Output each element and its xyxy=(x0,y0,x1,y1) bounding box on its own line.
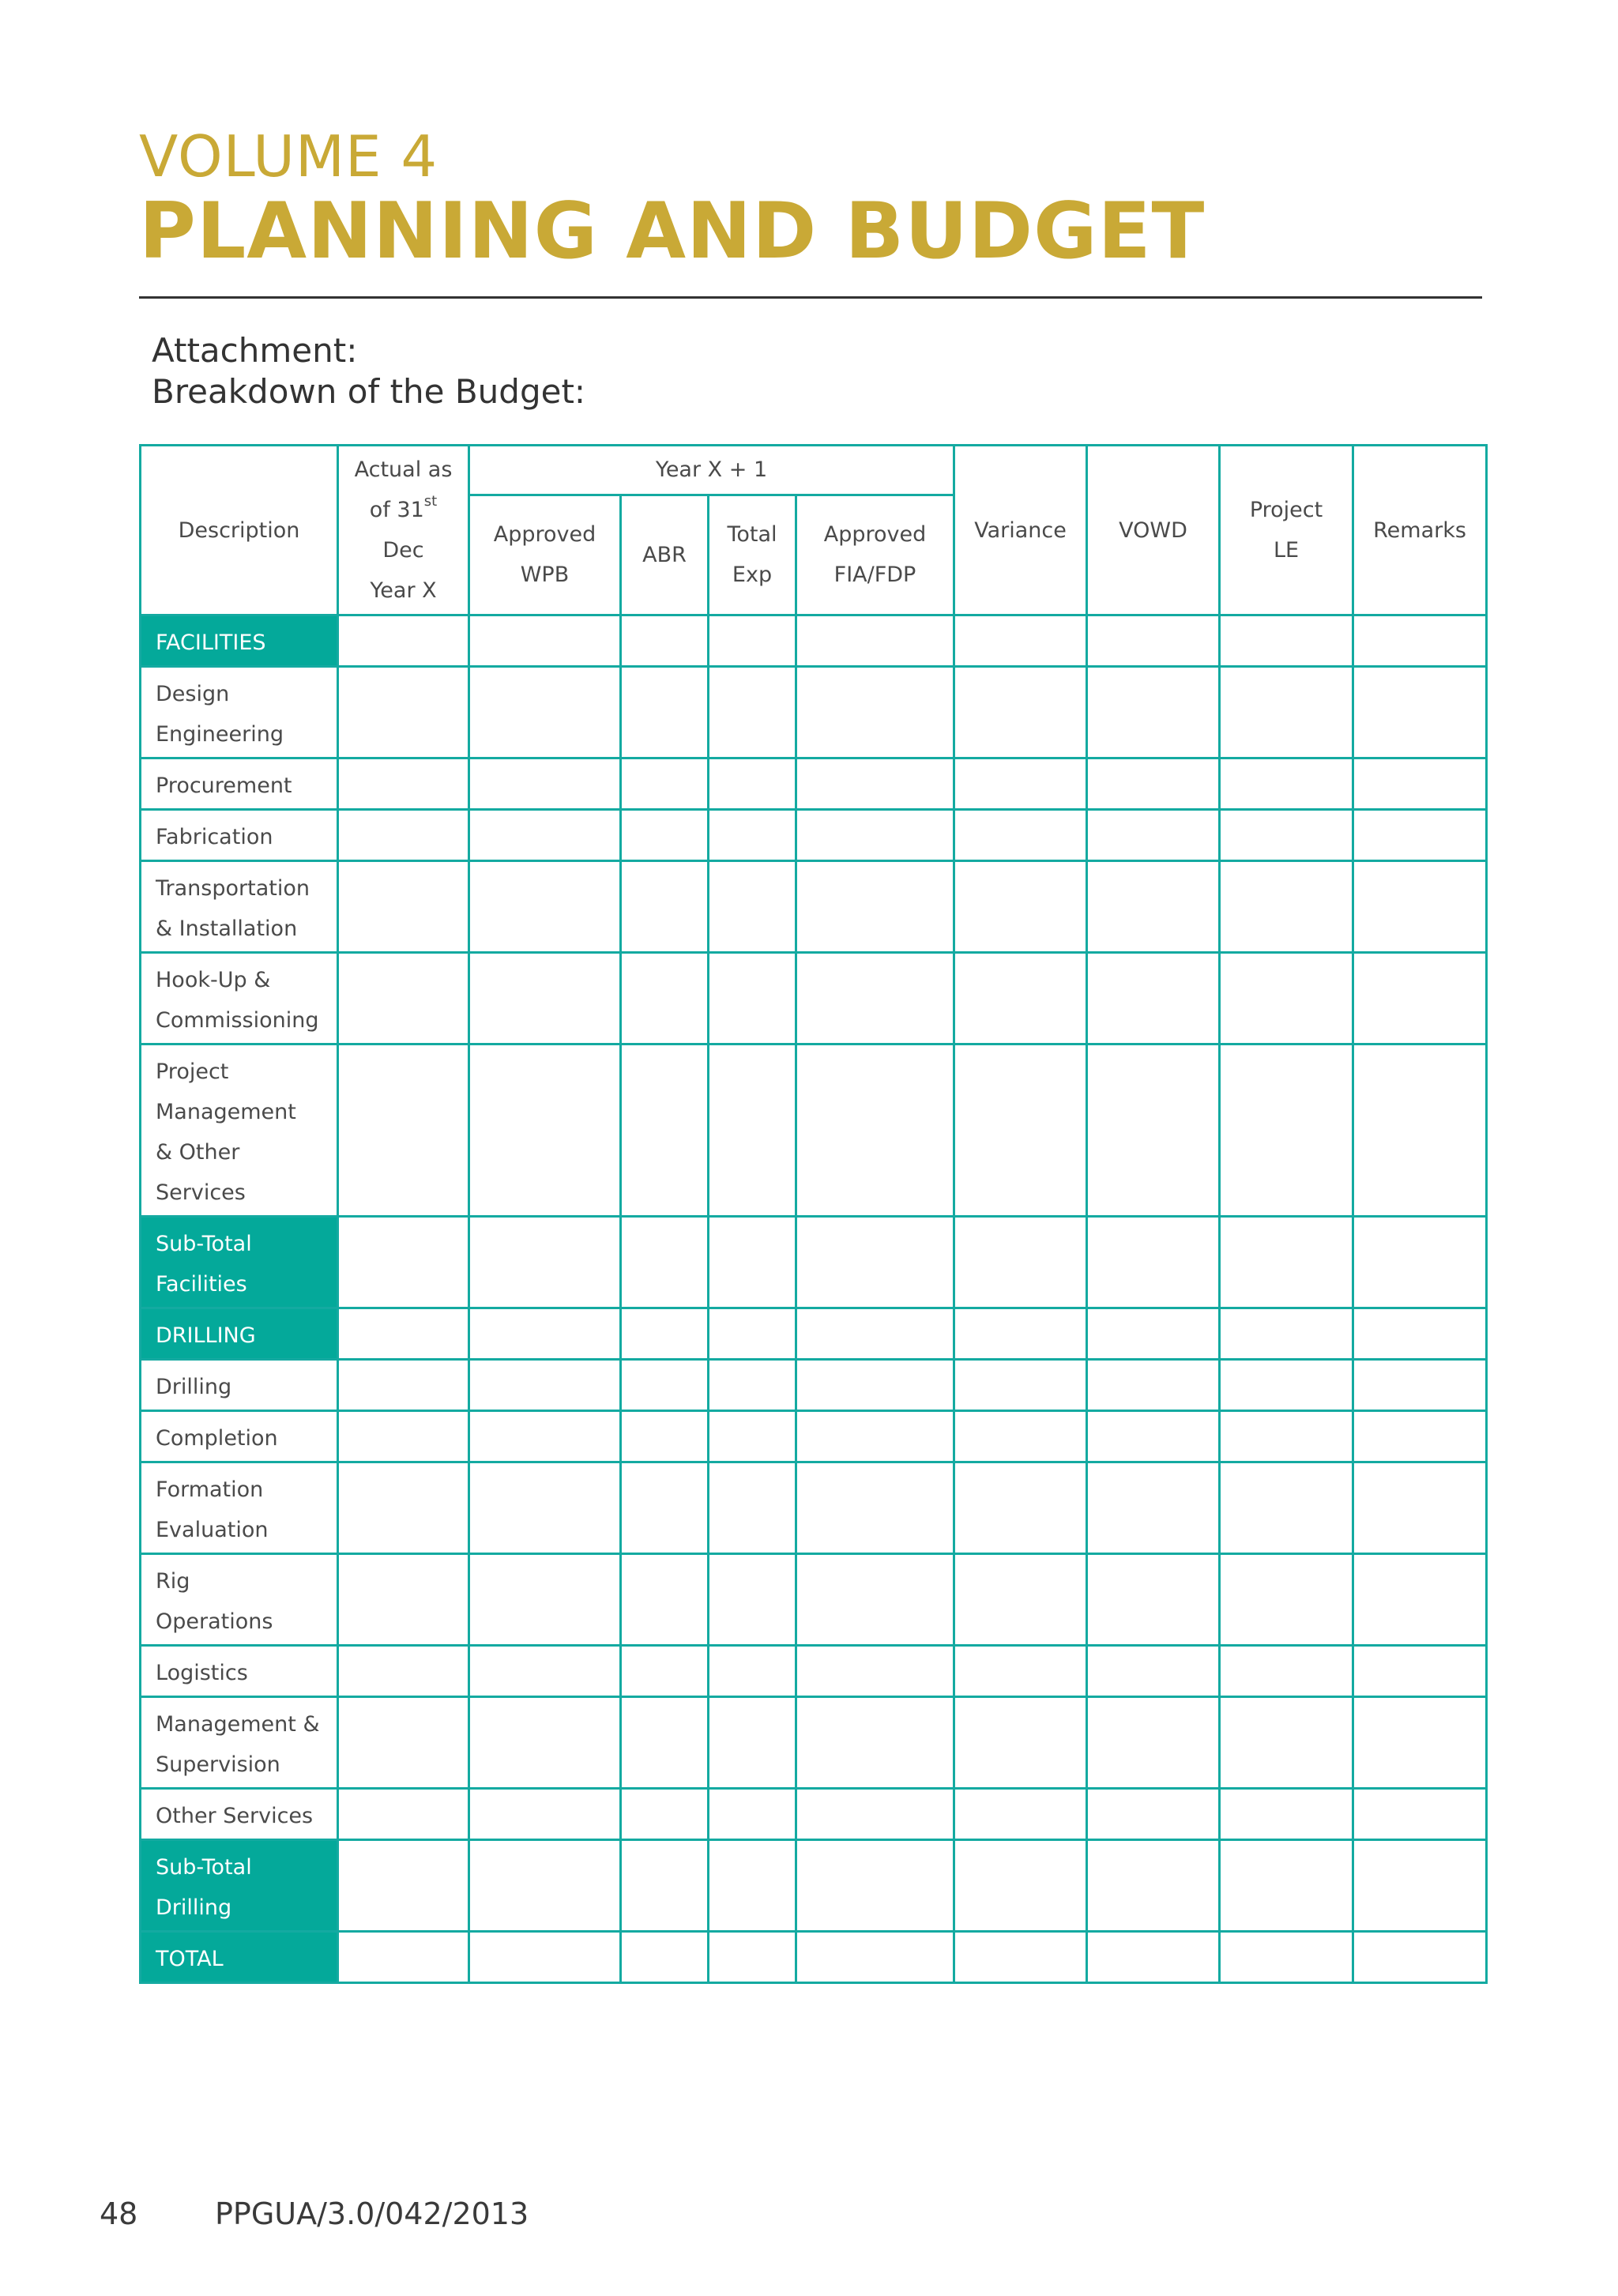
empty-cell xyxy=(954,1308,1087,1360)
empty-cell xyxy=(1220,1411,1353,1462)
empty-cell xyxy=(1220,1697,1353,1789)
row-label-line: DRILLING xyxy=(156,1323,256,1348)
empty-cell xyxy=(338,1840,469,1932)
empty-cell xyxy=(1353,861,1487,953)
empty-cell xyxy=(469,1840,621,1932)
empty-cell xyxy=(796,1044,954,1217)
column-group-year-x-plus-1: Year X + 1 xyxy=(469,446,954,495)
empty-cell xyxy=(469,1697,621,1789)
attachment-subtitle: Breakdown of the Budget: xyxy=(152,372,586,411)
table-row xyxy=(141,1840,1487,1932)
empty-cell xyxy=(1087,758,1220,810)
empty-cell xyxy=(338,953,469,1044)
empty-cell xyxy=(954,1360,1087,1411)
row-label-cell xyxy=(141,810,338,861)
empty-cell xyxy=(1087,1044,1220,1217)
empty-cell xyxy=(709,1217,796,1308)
empty-cell xyxy=(1220,1044,1353,1217)
empty-cell xyxy=(796,1217,954,1308)
empty-cell xyxy=(709,1932,796,1983)
table-row xyxy=(141,1411,1487,1462)
row-label-line: Fabrication xyxy=(156,825,273,849)
empty-cell xyxy=(1087,1697,1220,1789)
empty-cell xyxy=(469,1646,621,1697)
row-label-line: Transportation xyxy=(156,876,310,901)
empty-cell xyxy=(1353,1044,1487,1217)
table-row xyxy=(141,1044,1487,1217)
empty-cell xyxy=(954,758,1087,810)
row-label-line: Formation xyxy=(156,1477,264,1502)
empty-cell xyxy=(338,1308,469,1360)
column-header-remarks: Remarks xyxy=(1353,446,1487,615)
empty-cell xyxy=(621,1411,709,1462)
empty-cell xyxy=(469,1411,621,1462)
empty-cell xyxy=(469,1789,621,1840)
empty-cell xyxy=(1087,810,1220,861)
row-label-line: & Other xyxy=(156,1140,240,1165)
table-row xyxy=(141,1217,1487,1308)
empty-cell xyxy=(1220,1360,1353,1411)
empty-cell xyxy=(1087,1308,1220,1360)
empty-cell xyxy=(338,861,469,953)
empty-cell xyxy=(796,1789,954,1840)
row-label-line: Project xyxy=(156,1060,229,1084)
attachment-heading xyxy=(152,330,585,412)
row-label-cell xyxy=(141,1646,338,1697)
row-label-cell xyxy=(141,861,338,953)
row-label-cell xyxy=(141,1044,338,1217)
empty-cell xyxy=(954,1840,1087,1932)
empty-cell xyxy=(796,810,954,861)
empty-cell xyxy=(954,667,1087,758)
empty-cell xyxy=(1087,1932,1220,1983)
row-label-cell xyxy=(141,1554,338,1646)
column-header-project-le: Project LE xyxy=(1220,446,1353,615)
column-header-vowd: VOWD xyxy=(1087,446,1220,615)
empty-cell xyxy=(469,1554,621,1646)
empty-cell xyxy=(954,1044,1087,1217)
empty-cell xyxy=(709,1044,796,1217)
row-label-line: Other Services xyxy=(156,1804,314,1828)
empty-cell xyxy=(709,1646,796,1697)
empty-cell xyxy=(1220,1462,1353,1554)
row-label-line: Logistics xyxy=(156,1661,248,1685)
row-label-line: Management & xyxy=(156,1712,320,1737)
empty-cell xyxy=(621,1554,709,1646)
table-row xyxy=(141,1789,1487,1840)
empty-cell xyxy=(796,1554,954,1646)
empty-cell xyxy=(1220,758,1353,810)
empty-cell xyxy=(469,861,621,953)
empty-cell xyxy=(1353,1840,1487,1932)
document-code: PPGUA/3.0/042/2013 xyxy=(215,2196,529,2231)
section-label-cell xyxy=(141,1932,338,1983)
empty-cell xyxy=(1087,615,1220,667)
empty-cell xyxy=(1220,1932,1353,1983)
empty-cell xyxy=(709,1840,796,1932)
empty-cell xyxy=(1220,861,1353,953)
row-label-cell xyxy=(141,1462,338,1554)
empty-cell xyxy=(621,810,709,861)
empty-cell xyxy=(1353,1462,1487,1554)
row-label-line: Design xyxy=(156,682,230,706)
budget-breakdown-table xyxy=(139,444,1488,1984)
empty-cell xyxy=(709,1789,796,1840)
table-row xyxy=(141,758,1487,810)
empty-cell xyxy=(621,1840,709,1932)
empty-cell xyxy=(469,1308,621,1360)
empty-cell xyxy=(709,810,796,861)
empty-cell xyxy=(1353,1411,1487,1462)
empty-cell xyxy=(338,615,469,667)
row-label-line: Procurement xyxy=(156,773,292,798)
empty-cell xyxy=(796,1360,954,1411)
empty-cell xyxy=(1220,953,1353,1044)
empty-cell xyxy=(621,1789,709,1840)
empty-cell xyxy=(1220,1840,1353,1932)
header-divider xyxy=(139,296,1482,299)
row-label-cell xyxy=(141,1411,338,1462)
empty-cell xyxy=(796,1411,954,1462)
empty-cell xyxy=(1220,615,1353,667)
empty-cell xyxy=(796,1646,954,1697)
empty-cell xyxy=(1087,1789,1220,1840)
empty-cell xyxy=(709,667,796,758)
empty-cell xyxy=(621,1217,709,1308)
empty-cell xyxy=(338,1411,469,1462)
row-label-line: Operations xyxy=(156,1609,273,1634)
column-header-variance: Variance xyxy=(954,446,1087,615)
table-row xyxy=(141,667,1487,758)
empty-cell xyxy=(1353,953,1487,1044)
empty-cell xyxy=(338,1646,469,1697)
table-row xyxy=(141,1646,1487,1697)
row-label-line: Management xyxy=(156,1100,296,1124)
column-header-abr: ABR xyxy=(621,495,709,615)
row-label-cell xyxy=(141,758,338,810)
row-label-line: & Installation xyxy=(156,917,298,941)
empty-cell xyxy=(1087,1411,1220,1462)
empty-cell xyxy=(709,1554,796,1646)
empty-cell xyxy=(709,861,796,953)
empty-cell xyxy=(621,667,709,758)
empty-cell xyxy=(338,810,469,861)
table-body xyxy=(141,615,1487,1983)
row-label-line: Evaluation xyxy=(156,1518,269,1542)
empty-cell xyxy=(469,1217,621,1308)
row-label-cell xyxy=(141,1789,338,1840)
section-label-cell xyxy=(141,615,338,667)
row-label-line: Facilities xyxy=(156,1272,247,1297)
empty-cell xyxy=(1353,810,1487,861)
empty-cell xyxy=(469,953,621,1044)
empty-cell xyxy=(469,667,621,758)
row-label-line: Drilling xyxy=(156,1375,232,1399)
section-label-cell xyxy=(141,1840,338,1932)
empty-cell xyxy=(796,861,954,953)
empty-cell xyxy=(954,1411,1087,1462)
empty-cell xyxy=(1087,1646,1220,1697)
empty-cell xyxy=(338,1462,469,1554)
empty-cell xyxy=(1087,1554,1220,1646)
column-header-approved-fia-fdp: Approved FIA/FDP xyxy=(796,495,954,615)
column-header-actual: Actual as of 31st Dec Year X xyxy=(338,446,469,615)
empty-cell xyxy=(621,1044,709,1217)
empty-cell xyxy=(954,1462,1087,1554)
column-header-description: Description xyxy=(141,446,338,615)
empty-cell xyxy=(1220,1646,1353,1697)
empty-cell xyxy=(621,1360,709,1411)
empty-cell xyxy=(621,1932,709,1983)
empty-cell xyxy=(954,861,1087,953)
empty-cell xyxy=(338,667,469,758)
row-label-line: Completion xyxy=(156,1426,278,1451)
empty-cell xyxy=(796,1840,954,1932)
empty-cell xyxy=(1353,758,1487,810)
attachment-label: Attachment: xyxy=(152,331,358,370)
empty-cell xyxy=(709,1411,796,1462)
empty-cell xyxy=(1087,1462,1220,1554)
empty-cell xyxy=(1087,667,1220,758)
row-label-cell xyxy=(141,953,338,1044)
empty-cell xyxy=(954,1697,1087,1789)
volume-label: VOLUME 4 xyxy=(139,123,438,190)
empty-cell xyxy=(1353,1217,1487,1308)
row-label-line: Sub-Total xyxy=(156,1855,252,1880)
table-row xyxy=(141,810,1487,861)
row-label-line: Rig xyxy=(156,1569,190,1594)
empty-cell xyxy=(1220,1554,1353,1646)
empty-cell xyxy=(796,1697,954,1789)
empty-cell xyxy=(469,810,621,861)
empty-cell xyxy=(1353,667,1487,758)
empty-cell xyxy=(469,615,621,667)
empty-cell xyxy=(954,953,1087,1044)
empty-cell xyxy=(1220,1789,1353,1840)
empty-cell xyxy=(621,758,709,810)
table-row xyxy=(141,1462,1487,1554)
row-label-line: Engineering xyxy=(156,722,284,747)
row-label-cell xyxy=(141,1360,338,1411)
empty-cell xyxy=(954,1789,1087,1840)
empty-cell xyxy=(709,758,796,810)
empty-cell xyxy=(469,1462,621,1554)
row-label-cell xyxy=(141,1697,338,1789)
empty-cell xyxy=(621,1697,709,1789)
empty-cell xyxy=(338,1554,469,1646)
empty-cell xyxy=(469,1044,621,1217)
empty-cell xyxy=(621,861,709,953)
empty-cell xyxy=(621,615,709,667)
empty-cell xyxy=(796,667,954,758)
empty-cell xyxy=(338,1217,469,1308)
row-label-cell xyxy=(141,667,338,758)
row-label-line: TOTAL xyxy=(156,1947,224,1971)
row-label-line: Commissioning xyxy=(156,1008,319,1033)
empty-cell xyxy=(796,1932,954,1983)
empty-cell xyxy=(954,1932,1087,1983)
empty-cell xyxy=(338,1044,469,1217)
empty-cell xyxy=(709,1462,796,1554)
empty-cell xyxy=(709,615,796,667)
empty-cell xyxy=(954,1217,1087,1308)
empty-cell xyxy=(621,1462,709,1554)
empty-cell xyxy=(709,953,796,1044)
column-header-approved-wpb: Approved WPB xyxy=(469,495,621,615)
empty-cell xyxy=(621,953,709,1044)
table-row xyxy=(141,1554,1487,1646)
empty-cell xyxy=(796,1462,954,1554)
table-row xyxy=(141,861,1487,953)
section-label-cell xyxy=(141,1217,338,1308)
empty-cell xyxy=(1220,667,1353,758)
row-label-line: Sub-Total xyxy=(156,1232,252,1256)
table-row xyxy=(141,953,1487,1044)
table-row xyxy=(141,1308,1487,1360)
page-title: PLANNING AND BUDGET xyxy=(139,186,1206,277)
empty-cell xyxy=(709,1308,796,1360)
empty-cell xyxy=(954,1646,1087,1697)
empty-cell xyxy=(796,1308,954,1360)
empty-cell xyxy=(1087,861,1220,953)
section-label-cell xyxy=(141,1308,338,1360)
empty-cell xyxy=(338,1697,469,1789)
empty-cell xyxy=(954,615,1087,667)
empty-cell xyxy=(1087,1840,1220,1932)
empty-cell xyxy=(709,1697,796,1789)
empty-cell xyxy=(621,1646,709,1697)
empty-cell xyxy=(796,758,954,810)
empty-cell xyxy=(469,1932,621,1983)
empty-cell xyxy=(1353,1789,1487,1840)
empty-cell xyxy=(1353,1308,1487,1360)
row-label-line: Hook-Up & xyxy=(156,968,271,992)
empty-cell xyxy=(1220,1308,1353,1360)
empty-cell xyxy=(1353,615,1487,667)
empty-cell xyxy=(338,758,469,810)
empty-cell xyxy=(796,615,954,667)
empty-cell xyxy=(469,758,621,810)
row-label-line: FACILITIES xyxy=(156,630,266,655)
empty-cell xyxy=(469,1360,621,1411)
table-row xyxy=(141,615,1487,667)
empty-cell xyxy=(1353,1646,1487,1697)
empty-cell xyxy=(1220,1217,1353,1308)
empty-cell xyxy=(1353,1360,1487,1411)
empty-cell xyxy=(338,1932,469,1983)
row-label-line: Services xyxy=(156,1180,246,1205)
row-label-line: Drilling xyxy=(156,1895,232,1920)
empty-cell xyxy=(621,1308,709,1360)
empty-cell xyxy=(1220,810,1353,861)
empty-cell xyxy=(709,1360,796,1411)
table-row xyxy=(141,1697,1487,1789)
table-row xyxy=(141,1360,1487,1411)
empty-cell xyxy=(954,1554,1087,1646)
table-row xyxy=(141,1932,1487,1983)
empty-cell xyxy=(338,1360,469,1411)
empty-cell xyxy=(1353,1932,1487,1983)
page-number: 48 xyxy=(100,2196,138,2231)
empty-cell xyxy=(1087,1217,1220,1308)
empty-cell xyxy=(338,1789,469,1840)
column-header-total-exp: Total Exp xyxy=(709,495,796,615)
empty-cell xyxy=(1087,953,1220,1044)
empty-cell xyxy=(796,953,954,1044)
empty-cell xyxy=(1353,1697,1487,1789)
empty-cell xyxy=(1353,1554,1487,1646)
empty-cell xyxy=(954,810,1087,861)
empty-cell xyxy=(1087,1360,1220,1411)
row-label-line: Supervision xyxy=(156,1752,280,1777)
